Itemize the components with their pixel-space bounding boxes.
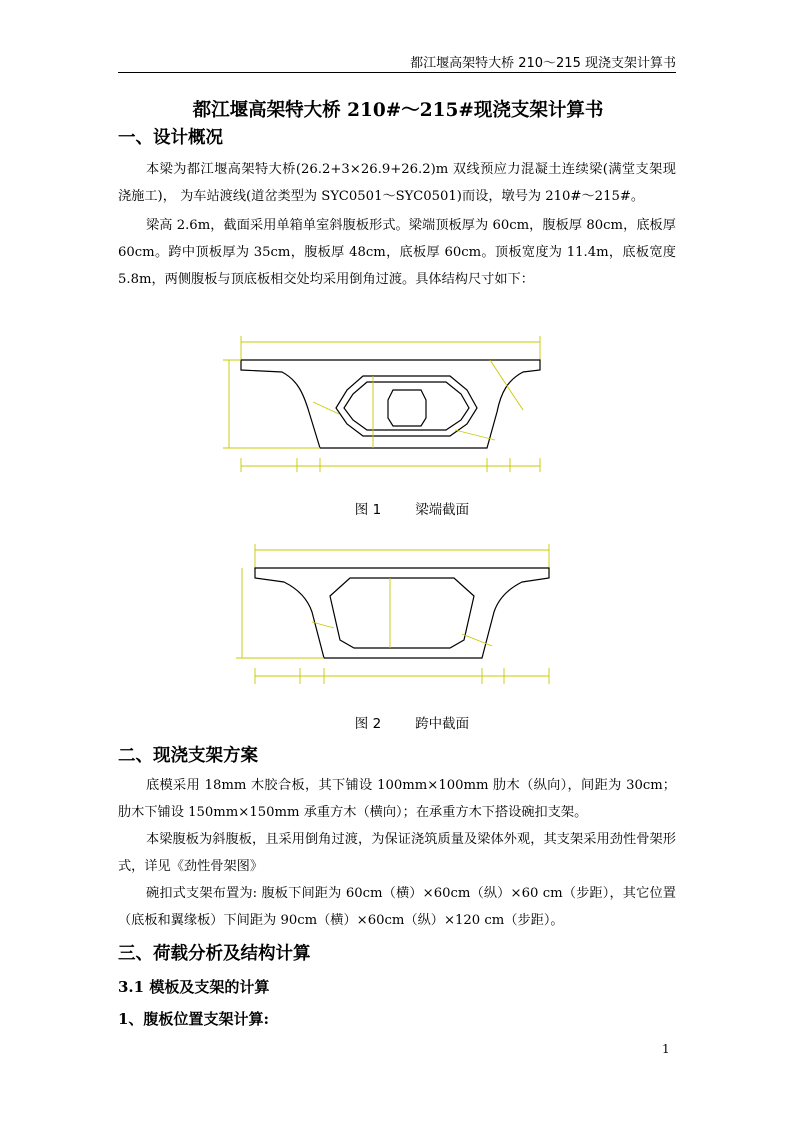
figure-2-mid-span-section [222, 538, 562, 698]
figure-2-caption [262, 712, 562, 732]
section-1-paragraph-1: 本梁为都江堰高架特大桥(26.2+3×26.9+26.2)m 双线预应力混凝土连续梁(满堂支架现浇施工)， 为车站渡线(道岔类型为 SYC0501～SYC0501)而设，墩号为 210#～215#。 [118, 162, 676, 204]
section-3-1-heading: 3.1 模板及支架的计算 [118, 978, 270, 996]
section-1-heading: 一、设计概况 [118, 128, 223, 148]
figure-2-label: 图 2 [354, 716, 382, 732]
page-number: 1 [662, 1042, 670, 1056]
section-2-paragraph-3: 碗扣式支架布置为: 腹板下间距为 60cm（横）×60cm（纵）×60 cm（步距），其它位置（底板和翼缘板）下间距为 90cm（横）×60cm（纵）×120 cm（步距）。 [118, 886, 676, 928]
section-1-paragraph-2: 梁高 2.6m，截面采用单箱单室斜腹板形式。梁端顶板厚为 60cm，腹板厚 80cm，底板厚 60cm。跨中顶板厚为 35cm，腹板厚 48cm，底板厚 60cm。顶板宽度为 11.4m，底板宽度 5.8m，两侧腹板与顶底板相交处均采用倒角过渡。具体结构尺寸如下： [118, 218, 676, 287]
figure-1-label: 图 1 [354, 502, 382, 518]
figure-2-title: 跨中截面 [415, 716, 470, 732]
section-2-paragraph-2: 本梁腹板为斜腹板，且采用倒角过渡，为保证浇筑质量及梁体外观，其支架采用劲性骨架形式，详见《劲性骨架图》 [118, 832, 676, 874]
section-2-paragraph-1: 底模采用 18mm 木胶合板，其下铺设 100mm×100mm 肋木（纵向），间距为 30cm；肋木下铺设 150mm×150mm 承重方木（横向）；在承重方木下搭设碗扣支架。 [118, 778, 676, 820]
figure-1-caption [262, 498, 562, 518]
figure-1-title: 梁端截面 [415, 502, 470, 518]
section-3-heading: 三、荷载分析及结构计算 [118, 944, 311, 964]
section-2-heading: 二、现浇支架方案 [118, 746, 258, 766]
section-3-1-item-1-heading: 1、腹板位置支架计算: [118, 1010, 269, 1028]
running-title: 都江堰高架特大桥 210～215 现浇支架计算书 [410, 56, 676, 71]
document-title: 都江堰高架特大桥 210#～215#现浇支架计算书 [192, 100, 604, 121]
running-header [118, 52, 676, 73]
figure-1-beam-end-section [205, 330, 565, 490]
